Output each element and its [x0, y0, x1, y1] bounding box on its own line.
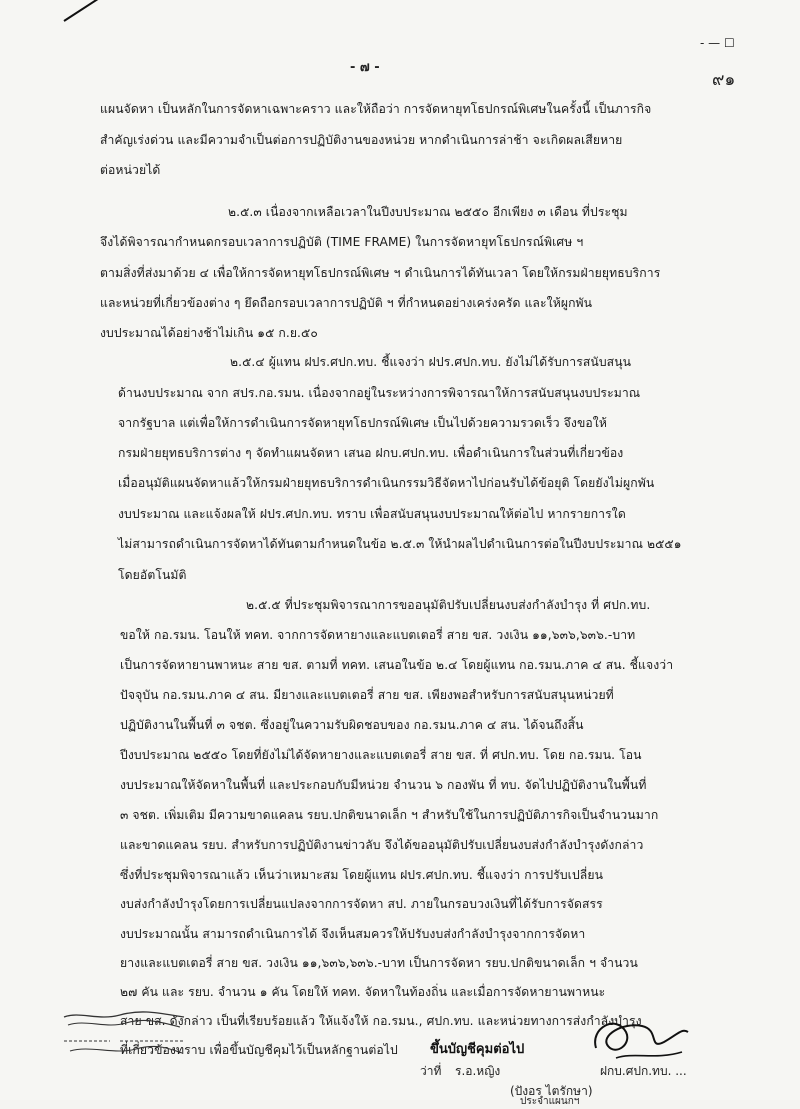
body-line: แผนจัดหา เป็นหลักในการจัดหาเฉพาะคราว และให้ถือว่า การจัดหายุทโธปกรณ์พิเศษในครั้งนี้ เป็นภารกิจ: [100, 102, 652, 116]
body-line: ๒.๕.๓ เนื่องจากเหลือเวลาในปีงบประมาณ ๒๕๕๐ อีกเพียง ๓ เดือน ที่ประชุม: [228, 205, 628, 219]
body-line: เมื่ออนุมัติแผนจัดหาแล้วให้กรมฝ่ายยุทธบริการดำเนินกรรมวิธีจัดหาไปก่อนรับได้ข้อยุติ โดยยังไม่ผูกพัน: [118, 476, 655, 490]
body-line: จึงได้พิจารณากำหนดกรอบเวลาการปฏิบัติ (TIME FRAME) ในการจัดหายุทโธปกรณ์พิเศษ ฯ: [100, 235, 584, 249]
body-line: ๓ จชต. เพิ่มเติม มีความขาดแคลน รยบ.ปกติขนาดเล็ก ฯ สำหรับใช้ในการปฏิบัติภารกิจเป็นจำนวนมาก: [120, 808, 659, 822]
pen-stroke-mark: [63, 0, 111, 22]
dash-mark: - — ☐: [700, 36, 735, 50]
body-line: จากรัฐบาล แต่เพื่อให้การดำเนินการจัดหายุทโธปกรณ์พิเศษ เป็นไปด้วยความรวดเร็ว จึงขอให้: [118, 416, 607, 430]
body-line: งบส่งกำลังบำรุงโดยการเปลี่ยนแปลงจากการจัดหา สป. ภายในกรอบวงเงินที่ได้รับการจัดสรร: [120, 897, 603, 911]
body-line: ยางและแบตเตอรี่ สาย ขส. วงเงิน ๑๑,๖๓๖,๖๓๖.-บาท เป็นการจัดหา รยบ.ปกติขนาดเล็ก ฯ จำนวน: [120, 956, 638, 970]
body-line: กรมฝ่ายยุทธบริการต่าง ๆ จัดทำแผนจัดหา เสนอ ฝกบ.ศปก.ทบ. เพื่อดำเนินการในส่วนที่เกี่ยวข้อง: [118, 446, 624, 460]
body-line: ตามสิ่งที่ส่งมาด้วย ๔ เพื่อให้การจัดหายุทโธปกรณ์พิเศษ ฯ ดำเนินการได้ทันเวลา โดยให้กรมฝ่ายยุทธบริการ: [100, 266, 661, 280]
stamp-scribble-mark: [60, 1005, 188, 1063]
handwritten-overwrite: ขึ้นบัญชีคุมต่อไป: [430, 1042, 525, 1057]
page-marker: - ๗ -: [350, 60, 380, 75]
signoff-prefix: ว่าที่: [420, 1064, 442, 1078]
body-line: ต่อหน่วยได้: [100, 163, 161, 177]
body-line: ปฏิบัติงานในพื้นที่ ๓ จชต. ซึ่งอยู่ในความรับผิดชอบของ กอ.รมน.ภาค ๔ สน. ได้จนถึงสิ้น: [120, 718, 584, 732]
body-line: ที่เกี่ยวข้องทราบ เพื่อขึ้นบัญชีคุมไว้เป็นหลักฐานต่อไป: [120, 1043, 398, 1057]
body-line: ขอให้ กอ.รมน. โอนให้ ทคท. จากการจัดหายางและแบตเตอรี่ สาย ขส. วงเงิน ๑๑,๖๓๖,๖๓๖.-บาท: [120, 628, 636, 642]
body-line: ด้านงบประมาณ จาก สปร.กอ.รมน. เนื่องจากอยู่ในระหว่างการพิจารณาให้การสนับสนุนงบประมาณ: [118, 386, 641, 400]
body-line: ซึ่งที่ประชุมพิจารณาแล้ว เห็นว่าเหมาะสม โดยผู้แทน ฝปร.ศปก.ทบ. ชี้แจงว่า การปรับเปลี่ยน: [120, 868, 604, 882]
body-line: โดยอัตโนมัติ: [118, 568, 187, 582]
handwritten-signature: [586, 1008, 694, 1068]
body-line: สำคัญเร่งด่วน และมีความจำเป็นต่อการปฏิบัติงานของหน่วย หากดำเนินการล่าช้า จะเกิดผลเสียหาย: [100, 133, 623, 147]
body-line: งบประมาณให้จัดหาในพื้นที่ และประกอบกับมีหน่วย จำนวน ๖ กองพัน ที่ ทบ. จัดไปปฏิบัติงานในพื้นที่: [120, 778, 647, 792]
body-line: งบประมาณ และแจ้งผลให้ ฝปร.ศปก.ทบ. ทราบ เพื่อสนับสนุนงบประมาณให้ต่อไป หากรายการใด: [118, 507, 626, 521]
body-line: ๒.๕.๔ ผู้แทน ฝปร.ศปก.ทบ. ชี้แจงว่า ฝปร.ศปก.ทบ. ยังไม่ได้รับการสนับสนุน: [230, 355, 632, 369]
signatory-title: ประจำแผนกฯ: [520, 1096, 580, 1107]
body-line: และขาดแคลน รยบ. สำหรับการปฏิบัติงานข่าวลับ จึงได้ขออนุมัติปรับเปลี่ยนงบส่งกำลังบำรุงดังกล่าว: [120, 838, 644, 852]
body-line: ๒๗ คัน และ รยบ. จำนวน ๑ คัน โดยให้ ทคท. จัดหาในท้องถิ่น และเมื่อการจัดหายานพาหนะ: [120, 985, 606, 999]
body-line: สาย ขส. ดังกล่าว เป็นที่เรียบร้อยแล้ว ให้แจ้งให้ กอ.รมน., ศปก.ทบ. และหน่วยทางการส่งกำลังบำรุง: [120, 1014, 642, 1028]
signatory-name: (ปังอร ไตรักษา): [510, 1084, 593, 1098]
body-line: ๒.๕.๕ ที่ประชุมพิจารณาการขออนุมัติปรับเปลี่ยนงบส่งกำลังบำรุง ที่ ศปก.ทบ.: [246, 598, 651, 612]
body-line: งบประมาณนั้น สามารถดำเนินการได้ จึงเห็นสมควรให้ปรับงบส่งกำลังบำรุงจากการจัดหา: [120, 927, 586, 941]
body-line: เป็นการจัดหายานพาหนะ สาย ขส. ตามที่ ทคท. เสนอในข้อ ๒.๔ โดยผู้แทน กอ.รมน.ภาค ๔ สน. ชี้แจงว่า: [120, 658, 674, 672]
body-line: และหน่วยที่เกี่ยวข้องต่าง ๆ ยึดถือกรอบเวลาการปฏิบัติ ฯ ที่กำหนดอย่างเคร่งครัด และให้ผูกพัน: [100, 296, 593, 310]
body-line: ไม่สามารถดำเนินการจัดหาได้ทันตามกำหนดในข้อ ๒.๕.๓ ให้นำผลไปดำเนินการต่อในปีงบประมาณ ๒๕๕๑: [118, 537, 682, 551]
body-line: งบประมาณได้อย่างช้าไม่เกิน ๑๕ ก.ย.๕๐: [100, 326, 318, 340]
body-line: ปัจจุบัน กอ.รมน.ภาค ๔ สน. มียางและแบตเตอรี่ สาย ขส. เพียงพอสำหรับการสนับสนุนหน่วยที่: [120, 688, 614, 702]
body-line: ปีงบประมาณ ๒๕๕๐ โดยที่ยังไม่ได้จัดหายางและแบตเตอรี่ สาย ขส. ที่ ศปก.ทบ. โดย กอ.รมน. โอน: [120, 748, 642, 762]
signoff-rank: ร.อ.หญิง: [455, 1064, 501, 1078]
page-number: ๙๑: [712, 70, 736, 90]
office-note: ฝกบ.ศปก.ทบ. ...: [600, 1064, 687, 1078]
